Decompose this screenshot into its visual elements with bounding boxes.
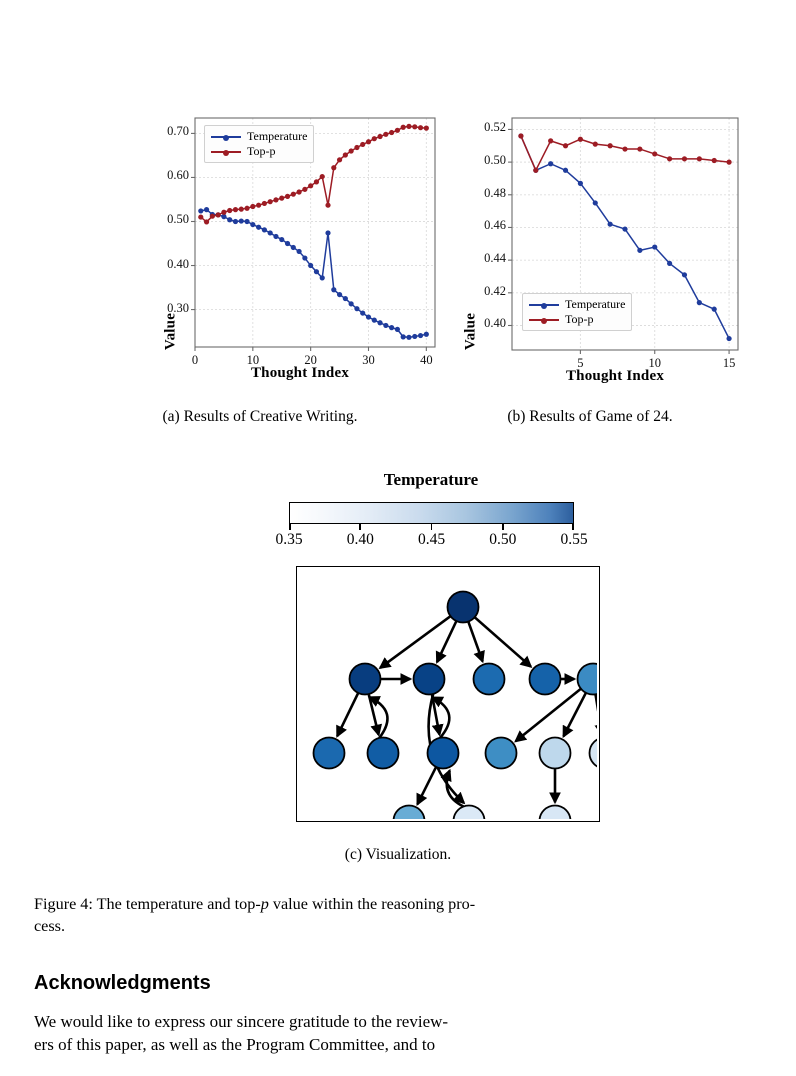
x-tick-label: 40 bbox=[420, 353, 433, 367]
colorbar-tick-mark bbox=[431, 524, 433, 530]
x-tick-label: 5 bbox=[577, 356, 584, 370]
x-tick-label: 30 bbox=[362, 353, 375, 367]
graph-node bbox=[530, 664, 561, 695]
y-tick-label: 0.60 bbox=[167, 168, 189, 183]
y-tick-label: 0.46 bbox=[484, 218, 506, 233]
graph-node bbox=[590, 738, 598, 769]
chart-b-legend bbox=[522, 293, 632, 331]
legend-label: Top-p bbox=[247, 144, 276, 158]
graph-node bbox=[454, 806, 485, 820]
graph-node bbox=[428, 738, 459, 769]
legend-entry bbox=[211, 129, 307, 144]
chart-b-xlabel: Thought Index bbox=[565, 368, 665, 384]
chart-b-ylabel: Value bbox=[462, 312, 479, 351]
graph-edge bbox=[468, 622, 482, 662]
y-tick-label: 0.50 bbox=[167, 212, 189, 227]
x-tick-label: 0 bbox=[191, 353, 199, 367]
colorbar-gradient bbox=[289, 502, 574, 524]
y-tick-label: 0.40 bbox=[167, 256, 189, 271]
y-tick-label: 0.42 bbox=[484, 283, 506, 298]
colorbar-title: Temperature bbox=[383, 470, 479, 489]
legend-label: Temperature bbox=[247, 129, 308, 143]
legend-swatch bbox=[529, 319, 559, 321]
figure-caption-italic-p: p bbox=[260, 895, 269, 913]
figure-caption bbox=[34, 893, 764, 937]
section-heading-acknowledgments: Acknowledgments bbox=[34, 972, 211, 994]
legend-entry bbox=[529, 312, 625, 327]
graph-node bbox=[448, 592, 479, 623]
y-tick-label: 0.48 bbox=[484, 185, 506, 200]
graph-edge bbox=[596, 694, 598, 734]
subcaption-b: (b) Results of Game of 24. bbox=[507, 408, 673, 425]
subcaption-c: (c) Visualization. bbox=[344, 846, 452, 863]
graph-edge bbox=[516, 689, 581, 742]
chart-a-figure bbox=[150, 105, 450, 395]
paragraph-line-2: ers of this paper, as well as the Program Committee, and to bbox=[34, 1035, 436, 1054]
graph-diagram bbox=[297, 567, 597, 819]
graph-node bbox=[368, 738, 399, 769]
visualization-box bbox=[296, 566, 600, 822]
colorbar-tick-label: 0.55 bbox=[560, 531, 588, 548]
figure-caption-pre: Figure 4: The temperature and top- bbox=[34, 895, 261, 913]
graph-node bbox=[540, 806, 571, 820]
chart-a-xlabel: Thought Index bbox=[250, 365, 350, 381]
graph-node bbox=[414, 664, 445, 695]
subcaption-a: (a) Results of Creative Writing. bbox=[162, 408, 358, 425]
legend-swatch bbox=[211, 136, 241, 138]
chart-a-legend bbox=[204, 125, 314, 163]
colorbar-tick-label: 0.45 bbox=[417, 531, 446, 548]
chart-b-figure bbox=[460, 105, 760, 395]
y-tick-label: 0.70 bbox=[167, 124, 189, 139]
legend-swatch bbox=[529, 304, 559, 306]
graph-node bbox=[394, 806, 425, 820]
y-tick-label: 0.50 bbox=[484, 153, 506, 168]
colorbar-tick-label: 0.50 bbox=[489, 531, 517, 548]
colorbar-tick-mark bbox=[502, 524, 504, 530]
paragraph-line-1: We would like to express our sincere gratitude to the review- bbox=[34, 1012, 449, 1031]
chart-b-plot bbox=[460, 105, 760, 395]
figure-caption-post: value within the reasoning pro- bbox=[268, 895, 476, 913]
graph-edge bbox=[417, 767, 436, 804]
colorbar-figure bbox=[256, 470, 606, 558]
graph-edge bbox=[337, 693, 358, 736]
y-tick-label: 0.30 bbox=[167, 300, 189, 315]
colorbar-tick-mark bbox=[572, 524, 574, 530]
legend-entry bbox=[529, 297, 625, 312]
x-tick-label: 10 bbox=[246, 353, 260, 367]
colorbar-tick-mark bbox=[359, 524, 361, 530]
graph-edge bbox=[437, 621, 456, 662]
colorbar-tick-label: 0.40 bbox=[346, 531, 374, 548]
section-paragraph bbox=[34, 1010, 769, 1076]
colorbar-tick-mark bbox=[289, 524, 291, 530]
chart-a-ylabel: Value bbox=[162, 312, 179, 351]
colorbar-tick-label: 0.35 bbox=[275, 531, 303, 548]
graph-node bbox=[486, 738, 517, 769]
legend-label: Temperature bbox=[565, 297, 626, 311]
y-tick-label: 0.40 bbox=[484, 316, 506, 331]
legend-label: Top-p bbox=[565, 312, 594, 326]
legend-swatch bbox=[211, 151, 241, 153]
legend-entry bbox=[211, 144, 307, 159]
y-tick-label: 0.52 bbox=[484, 120, 506, 135]
figure-caption-line2: cess. bbox=[34, 917, 66, 935]
graph-edge bbox=[380, 616, 450, 668]
x-tick-label: 15 bbox=[722, 356, 736, 370]
x-tick-label: 10 bbox=[648, 356, 661, 370]
graph-node bbox=[350, 664, 381, 695]
graph-node bbox=[540, 738, 571, 769]
graph-node bbox=[314, 738, 345, 769]
graph-node bbox=[474, 664, 505, 695]
x-tick-label: 20 bbox=[304, 353, 317, 367]
y-tick-label: 0.44 bbox=[484, 251, 506, 266]
